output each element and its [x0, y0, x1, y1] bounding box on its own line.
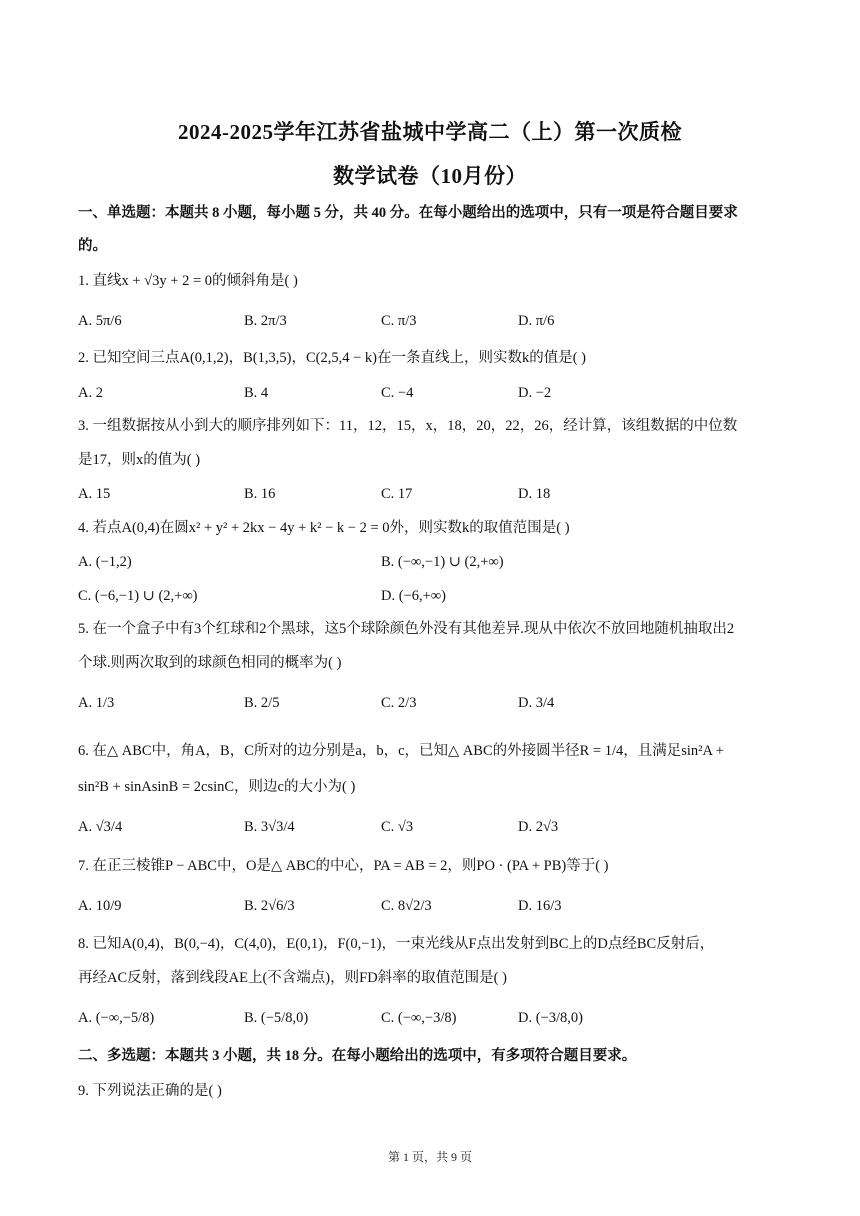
- q8-option-d: D. (−3/8,0): [518, 1010, 583, 1026]
- q3-option-c: C. 17: [381, 486, 413, 502]
- q6-option-c: C. √3: [381, 819, 414, 835]
- q5-option-d: D. 3/4: [518, 695, 555, 711]
- question-3-stem-cont: 是17，则x的值为( ): [78, 452, 201, 468]
- question-8-stem: 8. 已知A(0,4)，B(0,−4)，C(4,0)，E(0,1)，F(0,−1)，一束光线从F点出发射到BC上的D点经BC反射后，: [78, 936, 715, 952]
- page-footer: 第 1 页，共 9 页: [387, 1150, 472, 1164]
- question-5-stem-cont: 个球.则两次取到的球颜色相同的概率为( ): [78, 655, 342, 671]
- q5-option-a: A. 1/3: [78, 695, 115, 711]
- question-6-stem: 6. 在△ ABC中，角A，B，C所对的边分别是a，b，c，已知△ ABC的外接圆半径R = 1/4，且满足sin²A +: [78, 743, 724, 759]
- q3-option-d: D. 18: [518, 486, 551, 502]
- section1-heading: 一、单选题：本题共 8 小题，每小题 5 分，共 40 分。在每小题给出的选项中，只有一项是符合题目要求: [78, 205, 738, 221]
- exam-subtitle: 数学试卷（10月份）: [333, 164, 527, 188]
- q4-option-c: C. (−6,−1) ∪ (2,+∞): [78, 588, 198, 604]
- question-1-stem: 1. 直线x + √3y + 2 = 0的倾斜角是( ): [78, 273, 298, 289]
- question-7-stem: 7. 在正三棱锥P − ABC中，O是△ ABC的中心，PA = AB = 2，则PO · (PA + PB)等于( ): [78, 858, 609, 874]
- question-3-stem: 3. 一组数据按从小到大的顺序排列如下：11，12，15，x，18，20，22，26，经计算，该组数据的中位数: [78, 418, 738, 434]
- q5-option-b: B. 2/5: [244, 695, 280, 711]
- q8-option-c: C. (−∞,−3/8): [381, 1010, 457, 1026]
- question-6-stem-cont: sin²B + sinAsinB = 2csinC，则边c的大小为( ): [78, 779, 356, 795]
- question-2-stem: 2. 已知空间三点A(0,1,2)，B(1,3,5)，C(2,5,4 − k)在一条直线上，则实数k的值是( ): [78, 350, 586, 366]
- q2-option-b: B. 4: [244, 385, 269, 401]
- q3-option-b: B. 16: [244, 486, 276, 502]
- q2-option-a: A. 2: [78, 385, 103, 401]
- q5-option-c: C. 2/3: [381, 695, 417, 711]
- question-9-stem: 9. 下列说法正确的是( ): [78, 1083, 222, 1099]
- q1-option-b: B. 2π/3: [244, 313, 287, 329]
- question-4-stem: 4. 若点A(0,4)在圆x² + y² + 2kx − 4y + k² − k − 2 = 0外，则实数k的取值范围是( ): [78, 520, 570, 536]
- q8-option-b: B. (−5/8,0): [244, 1010, 309, 1026]
- q7-option-c: C. 8√2/3: [381, 898, 432, 914]
- q1-option-d: D. π/6: [518, 313, 555, 329]
- q6-option-d: D. 2√3: [518, 819, 559, 835]
- section1-heading-cont: 的。: [78, 238, 107, 254]
- q1-option-c: C. π/3: [381, 313, 417, 329]
- q3-option-a: A. 15: [78, 486, 111, 502]
- question-8-stem-cont: 再经AC反射，落到线段AE上(不含端点)，则FD斜率的取值范围是( ): [78, 970, 507, 986]
- q1-option-a: A. 5π/6: [78, 313, 122, 329]
- question-5-stem: 5. 在一个盒子中有3个红球和2个黑球，这5个球除颜色外没有其他差异.现从中依次不放回地随机抽取出2: [78, 621, 735, 637]
- q8-option-a: A. (−∞,−5/8): [78, 1010, 155, 1026]
- q6-option-a: A. √3/4: [78, 819, 123, 835]
- q4-option-a: A. (−1,2): [78, 554, 132, 570]
- q4-option-b: B. (−∞,−1) ∪ (2,+∞): [381, 554, 504, 570]
- q7-option-b: B. 2√6/3: [244, 898, 295, 914]
- q2-option-d: D. −2: [518, 385, 552, 401]
- q7-option-a: A. 10/9: [78, 898, 122, 914]
- q2-option-c: C. −4: [381, 385, 414, 401]
- q7-option-d: D. 16/3: [518, 898, 562, 914]
- q6-option-b: B. 3√3/4: [244, 819, 295, 835]
- exam-title: 2024-2025学年江苏省盐城中学高二（上）第一次质检: [178, 120, 682, 144]
- q4-option-d: D. (−6,+∞): [381, 588, 446, 604]
- section2-heading: 二、多选题：本题共 3 小题，共 18 分。在每小题给出的选项中，有多项符合题目要求。: [78, 1048, 637, 1064]
